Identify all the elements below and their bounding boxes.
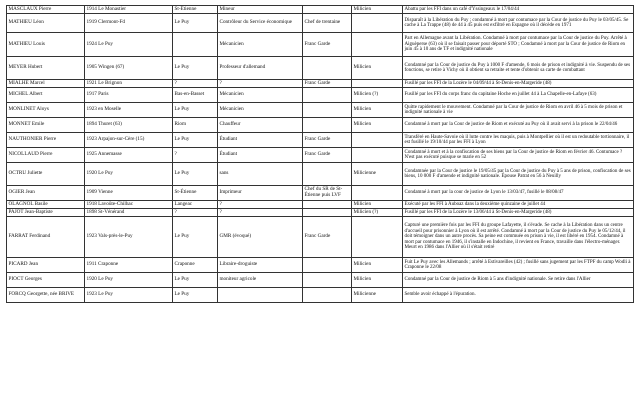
birth-cell: 1920 Le Puy <box>85 163 173 186</box>
profession-cell: Mécanicien <box>218 88 303 103</box>
affiliation-cell: Milicienne <box>352 288 403 303</box>
affiliation-cell <box>352 33 403 57</box>
birth-cell: 1921 Le Brignon <box>85 80 173 88</box>
person-name-cell: MATHIEU Léon <box>7 14 85 33</box>
profession-cell: Étudiant <box>218 148 303 163</box>
profession-cell: sans <box>218 163 303 186</box>
residence-cell: St-Étienne <box>173 6 218 14</box>
residence-cell: Langeac <box>173 201 218 209</box>
role-cell <box>303 163 352 186</box>
residence-cell: ? <box>173 80 218 88</box>
affiliation-cell: Milicien <box>352 57 403 80</box>
table-row <box>7 163 634 186</box>
birth-cell: 1898 St-Vénérand <box>85 209 173 217</box>
profession-cell: Libraire-droguiste <box>218 258 303 273</box>
profession-cell: ? <box>218 201 303 209</box>
profession-cell: Chauffeur <box>218 118 303 133</box>
profession-cell: Imprimeur <box>218 186 303 201</box>
profession-cell <box>218 288 303 303</box>
person-name-cell: MEYER Hubert <box>7 57 85 80</box>
affiliation-cell: Milicienne <box>352 163 403 186</box>
residence-cell: Craponne <box>173 258 218 273</box>
person-name-cell: FARRAT Ferdinand <box>7 217 85 258</box>
profession-cell: Mécanicien <box>218 33 303 57</box>
residence-cell: Bas-en-Basset <box>173 88 218 103</box>
fate-description-cell: Condamné à mort par la cour de justice de Lyon le 13/03/47, fusillé le 08/08/47 <box>403 186 634 201</box>
birth-cell: 1909 Vienne <box>85 186 173 201</box>
person-name-cell: MASCLAUX Pierre <box>7 6 85 14</box>
residence-cell: Le Puy <box>173 163 218 186</box>
person-name-cell: OLAGNOL Basile <box>7 201 85 209</box>
table-row <box>7 88 634 103</box>
fate-description-cell: Exécuté par les FFI à Auboaz dans la deuxième quinzaine de juillet 44 <box>403 201 634 209</box>
residence-cell: ? <box>173 209 218 217</box>
affiliation-cell: Milicien (?) <box>352 209 403 217</box>
table-row <box>7 201 634 209</box>
table-row <box>7 186 634 201</box>
residence-cell: Le Puy <box>173 288 218 303</box>
table-row <box>7 133 634 148</box>
profession-cell: Mécanicien <box>218 103 303 118</box>
role-cell <box>303 6 352 14</box>
birth-cell: 1918 Lavoûte-Chilhac <box>85 201 173 209</box>
birth-cell: 1920 Le Puy <box>85 273 173 288</box>
person-name-cell: FORCQ Georgette, née BRIVE <box>7 288 85 303</box>
fate-description-cell: Condamné par la Cour de justice de Riom à 5 ans d'indignité nationale. Se retire dans l'Allier <box>403 273 634 288</box>
affiliation-cell: Milicien <box>352 273 403 288</box>
affiliation-cell <box>352 14 403 33</box>
role-cell <box>303 288 352 303</box>
role-cell <box>303 258 352 273</box>
person-name-cell: PICARD Jean <box>7 258 85 273</box>
role-cell <box>303 209 352 217</box>
fate-description-cell: Semble avoir échappé à l'épuration. <box>403 288 634 303</box>
person-name-cell: PAJOT Jean-Baptiste <box>7 209 85 217</box>
table-row <box>7 57 634 80</box>
residence-cell: Le Puy <box>173 103 218 118</box>
table-row <box>7 217 634 258</box>
role-cell: Chef du SR de St-Étienne puis LVF <box>303 186 352 201</box>
table-row <box>7 288 634 303</box>
residence-cell: Le Puy <box>173 133 218 148</box>
birth-cell: 1914 Le Monastier <box>85 6 173 14</box>
table-row <box>7 14 634 33</box>
fate-description-cell: Capturé une première fois par les FFI du groupe Lafayette, il s'évade. Se cache à la Libération dans un centre d'accueil pour prisonnier à Lyon où il est arrêté. Condamné à mort par la Cour de justice du Puy le 05/12/44, il doit témoigner dans un autre procès. Sa peine est commuée en prison à vie, il est libéré en 1954. Condamné à mort par contumace en 1946, il s'installe en Indochine, il revient en France, travaille dans l'électro-ménager. Meurt en 1986 dans l'Allier où il s'était retiré <box>403 217 634 258</box>
table-row <box>7 6 634 14</box>
table-row <box>7 258 634 273</box>
role-cell: Chef de trentaine <box>303 14 352 33</box>
role-cell <box>303 273 352 288</box>
fate-description-cell: Fusillé par les FFI de la Lozère le 13/06/44 à St-Denis-en-Margeride (48) <box>403 209 634 217</box>
affiliation-cell <box>352 133 403 148</box>
birth-cell: 1923 Le Puy <box>85 288 173 303</box>
fate-description-cell: Condamné par la Cour de justice du Puy à 1000 F d'amende, 6 mois de prison et indignité à vie. Suspendu de ses fonctions, se retire à Vichy où il obtient sa retraite et tente d'obtenir sa carte de combattant <box>403 57 634 80</box>
residence-cell: ? <box>173 148 218 163</box>
table-row <box>7 80 634 88</box>
person-name-cell: MONLINET Aloys <box>7 103 85 118</box>
birth-cell: 1924 Le Puy <box>85 33 173 57</box>
birth-cell: 1923 en Moselle <box>85 103 173 118</box>
fate-description-cell: Quitte rapidement le mouvement. Condamné par la Cour de justice de Riom en avril 46 à 5 mois de prison et indignité nationale à vie <box>403 103 634 118</box>
role-cell: Franc Garde <box>303 217 352 258</box>
residence-cell: Riom <box>173 118 218 133</box>
fate-description-cell: Condamné à mort et à la confiscation de ses biens par la Cour de justice de Riom en février 46. Contumace ? N'est pas exécuté puisque se marie en 52 <box>403 148 634 163</box>
person-name-cell: NICOLLAUD Pierre <box>7 148 85 163</box>
birth-cell: 1919 Clermont-Fd <box>85 14 173 33</box>
role-cell: Franc Garde <box>303 133 352 148</box>
role-cell <box>303 201 352 209</box>
profession-cell: moniteur agricole <box>218 273 303 288</box>
fate-description-cell: Abattu par les FFI dans un café d'Yssingeaux le 17/04/44 <box>403 6 634 14</box>
affiliation-cell: Milicien <box>352 258 403 273</box>
residence-cell: Le Puy <box>173 217 218 258</box>
birth-cell: 1905 Wingen (67) <box>85 57 173 80</box>
table-row <box>7 209 634 217</box>
birth-cell: 1925 Annemasse <box>85 148 173 163</box>
table-row <box>7 103 634 118</box>
residence-cell: Le Puy <box>173 57 218 80</box>
role-cell: Franc Garde <box>303 148 352 163</box>
person-name-cell: NAUTHONIER Pierre <box>7 133 85 148</box>
residence-cell <box>173 33 218 57</box>
fate-description-cell: Fusillé par les FFI de la Lozère le 04/09/44 à St-Denis-en-Margeride (48) <box>403 80 634 88</box>
profession-cell: GMR (évoqué) <box>218 217 303 258</box>
role-cell: Franc Garde <box>303 80 352 88</box>
affiliation-cell <box>352 80 403 88</box>
birth-cell: 1917 Paris <box>85 88 173 103</box>
residence-cell: Le Puy <box>173 273 218 288</box>
profession-cell: Mineur <box>218 6 303 14</box>
person-name-cell: OGIER Jean <box>7 186 85 201</box>
fate-description-cell: Fusillé par les FFI du corps franc du capitaine Hoche en juillet 44 à La Chapelle-en-Lafaye (63) <box>403 88 634 103</box>
residence-cell: Le Puy <box>173 14 218 33</box>
person-name-cell: MICHEL Albert <box>7 88 85 103</box>
table-row <box>7 148 634 163</box>
role-cell <box>303 118 352 133</box>
table-body <box>7 6 634 303</box>
profession-cell: Professeur d'allemand <box>218 57 303 80</box>
fate-description-cell: Disparaît à la Libération du Puy ; condamné à mort par contumace par la Cour de justice du Puy le 03/05/45. Se cache à La Trappe (48) de 44 à 45 puis est exfiltré en Espagne où il décède en 1971 <box>403 14 634 33</box>
person-name-cell: OCTRU Juliette <box>7 163 85 186</box>
affiliation-cell: Milicien <box>352 201 403 209</box>
birth-cell: 1911 Craponne <box>85 258 173 273</box>
affiliation-cell <box>352 186 403 201</box>
birth-cell: 1923 Arpajon-sur-Cère (15) <box>85 133 173 148</box>
person-name-cell: MATHIEU Louis <box>7 33 85 57</box>
person-name-cell: PIOCT Georges <box>7 273 85 288</box>
role-cell <box>303 88 352 103</box>
role-cell <box>303 57 352 80</box>
person-name-cell: MIALHE Marcel <box>7 80 85 88</box>
role-cell <box>303 103 352 118</box>
affiliation-cell <box>352 148 403 163</box>
role-cell: Franc Garde <box>303 33 352 57</box>
fate-description-cell: Condamné à mort par la Cour de justice de Riom et exécuté au Puy où il avait servi à la prison le 22/04/46 <box>403 118 634 133</box>
person-name-cell: MONNET Emile <box>7 118 85 133</box>
table-row <box>7 273 634 288</box>
birth-cell: 1894 Thuret (63) <box>85 118 173 133</box>
affiliation-cell: Milicien <box>352 6 403 14</box>
table-row <box>7 118 634 133</box>
profession-cell: Étudiant <box>218 133 303 148</box>
residence-cell: St-Étienne <box>173 186 218 201</box>
fate-description-cell: Transféré en Haute-Savoie où il lutte contre les maquis, puis à Montpellier où il est un redoutable tortionnaire, il est fusillé le 19/10/44 par les FFI à Lyon <box>403 133 634 148</box>
table-row <box>7 33 634 57</box>
affiliation-cell: Milicien <box>352 103 403 118</box>
profession-cell: ? <box>218 209 303 217</box>
fate-description-cell: Part en Allemagne avant la Libération. Condamné à mort par contumace par la Cour de justice du Puy. Arrêté à Aiguèperse (63) où il se faisait passer pour déporté STO ; Condamné à mort par la Cour de justice de Riom en juin 45 à 10 ans de TF et indignité nationale <box>403 33 634 57</box>
profession-cell: ? <box>218 80 303 88</box>
profession-cell: Contrôleur du Service économique <box>218 14 303 33</box>
militia-register-table <box>6 5 634 303</box>
affiliation-cell: Milicien <box>352 118 403 133</box>
fate-description-cell: Fuit Le Puy avec les Allemands ; arrêté à Estivareilles (42) ; fusillé sans jugement par les FTPF du camp Wodli à Craponne le 22/08 <box>403 258 634 273</box>
birth-cell: 1923 Vals-près-le-Puy <box>85 217 173 258</box>
affiliation-cell <box>352 217 403 258</box>
fate-description-cell: Condamnée par la Cour de justice le 19/05/45 par la Cour de justice du Puy à 5 ans de prison, confiscation de ses biens, 10 000 F d'amende et indignité nationale. Épouse Patrat en 56 à Neuilly <box>403 163 634 186</box>
affiliation-cell: Milicien (?) <box>352 88 403 103</box>
